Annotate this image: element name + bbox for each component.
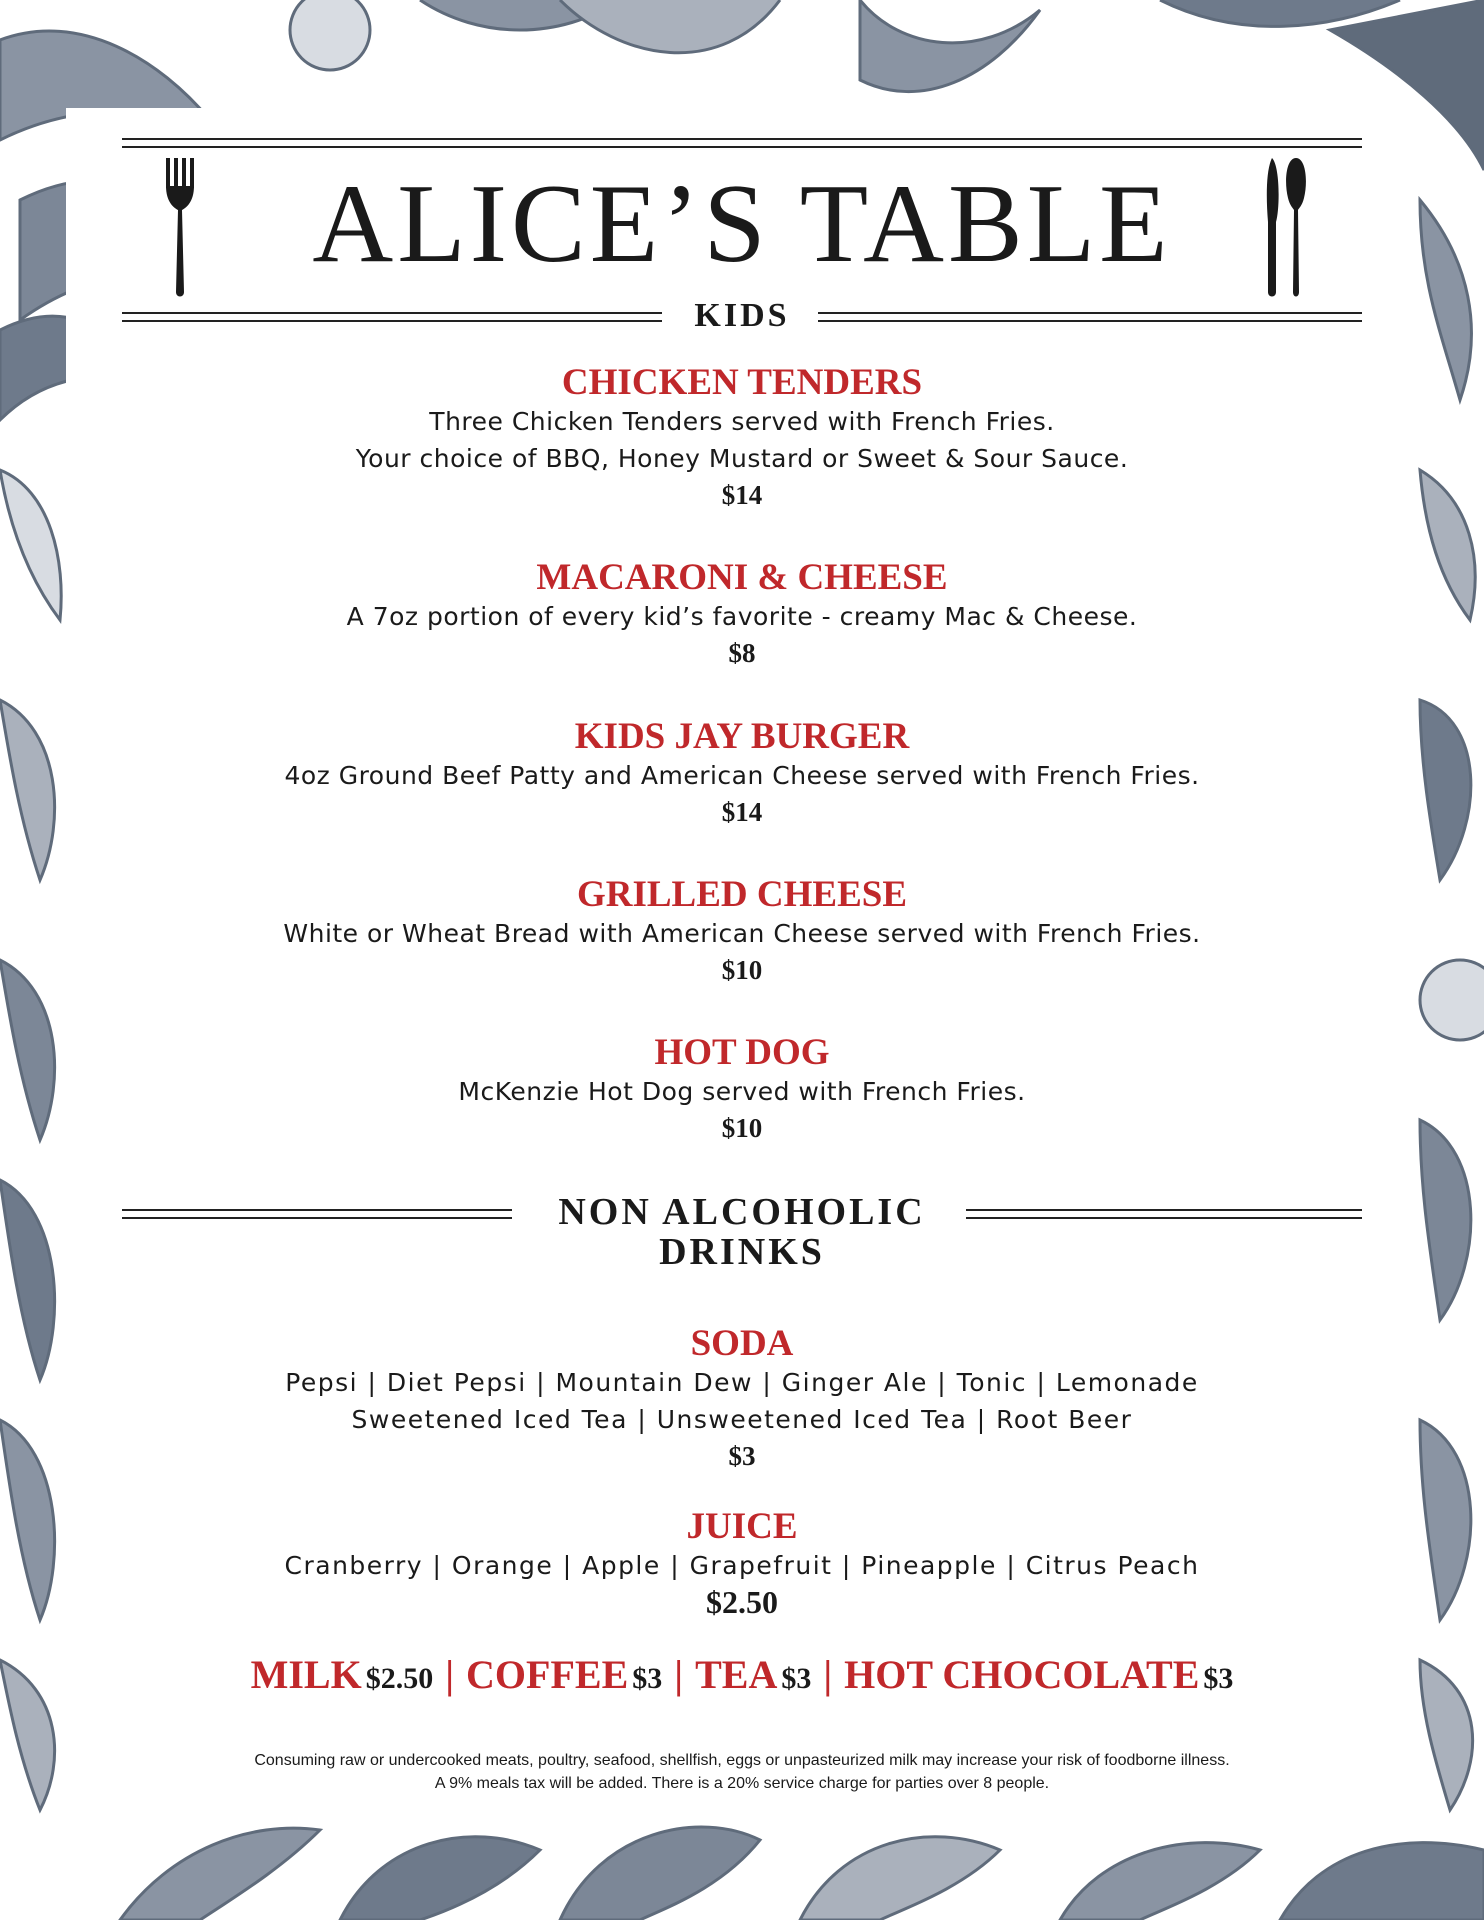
item-price: $14 (721, 480, 763, 510)
item-description: Your choice of BBQ, Honey Mustard or Sweet & Sour Sauce. (355, 444, 1129, 473)
extra-name: TEA (695, 1652, 778, 1697)
item-description: McKenzie Hot Dog served with French Fries. (458, 1077, 1026, 1106)
knife-icon (1262, 158, 1282, 298)
drinks-label-line1: NON ALCOHOLIC (558, 1191, 926, 1233)
extra-name: MILK (250, 1652, 362, 1697)
item-price: $2.50 (706, 1584, 778, 1620)
item-description: Pepsi | Diet Pepsi | Mountain Dew | Ginger Ale | Tonic | Lemonade (285, 1368, 1199, 1397)
menu-item (0, 717, 1484, 830)
extras-separator: | (445, 1652, 455, 1697)
top-double-rule (122, 138, 1362, 148)
item-price: $14 (721, 797, 763, 827)
menu-item (0, 1033, 1484, 1146)
extra-name: HOT CHOCOLATE (844, 1652, 1200, 1697)
item-name: MACARONI & CHEESE (536, 557, 948, 598)
title-row (0, 150, 1484, 290)
menu-item (0, 363, 1484, 513)
extra-price: $3 (1203, 1662, 1234, 1695)
item-name: CHICKEN TENDERS (561, 362, 923, 403)
extra-price: $2.50 (365, 1662, 434, 1695)
menu-item (0, 875, 1484, 988)
item-name: HOT DOG (654, 1032, 830, 1073)
item-name: JUICE (686, 1506, 798, 1547)
menu-item (0, 1324, 1484, 1474)
extra-price: $3 (632, 1662, 663, 1695)
item-name: GRILLED CHEESE (576, 874, 908, 915)
item-price: $3 (728, 1441, 756, 1471)
item-description: Cranberry | Orange | Apple | Grapefruit | Pineapple | Citrus Peach (284, 1551, 1200, 1580)
item-description: White or Wheat Bread with American Cheese served with French Fries. (283, 919, 1201, 948)
spoon-icon (1284, 158, 1308, 298)
item-description: Three Chicken Tenders served with French Fries. (429, 407, 1055, 436)
extra-name: COFFEE (466, 1652, 629, 1697)
extras-separator: | (823, 1652, 833, 1697)
kids-section-label: KIDS (694, 297, 790, 334)
restaurant-title: ALICE’S TABLE (312, 162, 1172, 286)
footnote-line2: A 9% meals tax will be added. There is a 20% service charge for parties over 8 people. (434, 1775, 1050, 1792)
item-name: KIDS JAY BURGER (574, 716, 910, 757)
footnote (0, 1749, 1484, 1795)
drinks-section-label (0, 1192, 1484, 1272)
menu-item (0, 558, 1484, 671)
item-description: A 7oz portion of every kid’s favorite - creamy Mac & Cheese. (346, 602, 1138, 631)
kids-rule-right (818, 312, 1362, 322)
item-name: SODA (690, 1323, 794, 1364)
item-description: 4oz Ground Beef Patty and American Cheese served with French Fries. (284, 761, 1200, 790)
extras-separator: | (674, 1652, 684, 1697)
drinks-label-line2: DRINKS (659, 1231, 825, 1273)
item-description: Sweetened Iced Tea | Unsweetened Iced Tea | Root Beer (351, 1405, 1133, 1434)
extra-price: $3 (781, 1662, 812, 1695)
menu-item (0, 1507, 1484, 1620)
footnote-line1: Consuming raw or undercooked meats, poultry, seafood, shellfish, eggs or unpasteurized milk may increase your risk of foodborne illness. (254, 1752, 1230, 1769)
item-price: $10 (721, 955, 763, 985)
drinks-rule-right (966, 1209, 1362, 1219)
extras-line (0, 1650, 1484, 1709)
item-price: $8 (728, 638, 756, 668)
item-price: $10 (721, 1113, 763, 1143)
